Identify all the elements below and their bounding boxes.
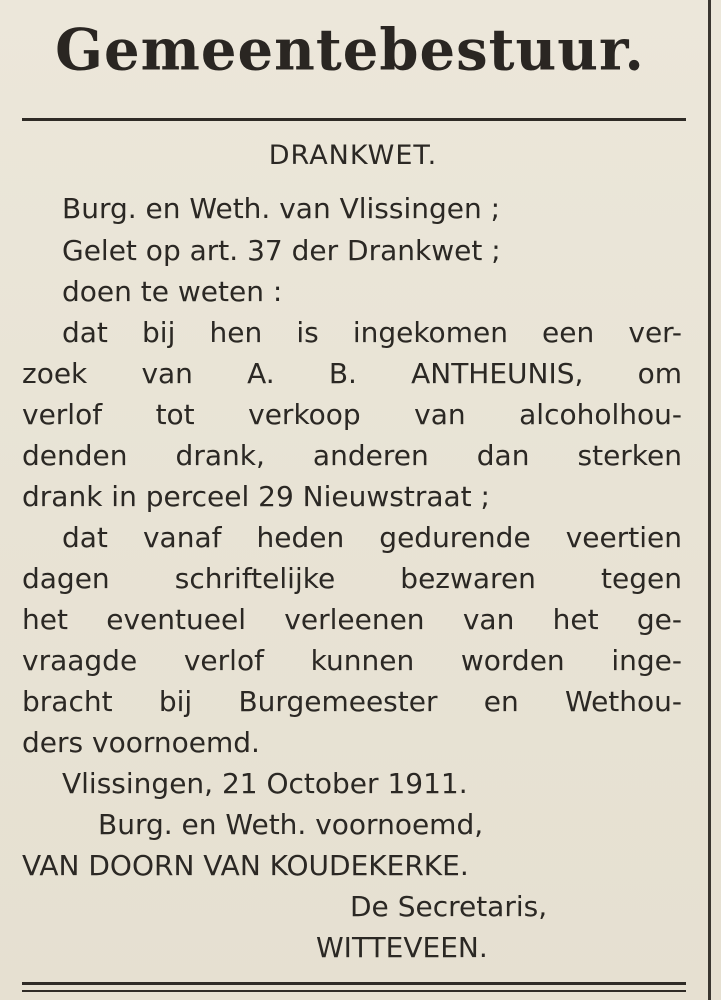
secretary-title: De Secretaris,	[350, 890, 548, 923]
secretary-name: WITTEVEEN.	[316, 931, 488, 964]
body-line: denden drank, anderen dan sterken	[22, 439, 682, 472]
body-line: Gelet op art. 37 der Drankwet ;	[62, 234, 501, 267]
body-line: doen te weten :	[62, 275, 283, 308]
top-rule	[22, 118, 686, 121]
signed-by: Burg. en Weth. voornoemd,	[98, 808, 484, 841]
headline: Gemeentebestuur.	[55, 16, 645, 84]
bottom-rule-thin	[22, 990, 686, 992]
body-line: Burg. en Weth. van Vlissingen ;	[62, 192, 501, 225]
body-line: het eventueel verleenen van het ge-	[22, 603, 682, 636]
body-line: dat vanaf heden gedurende veertien	[62, 521, 682, 554]
body-line: drank in perceel 29 Nieuwstraat ;	[22, 480, 490, 513]
column-border	[708, 0, 711, 1000]
body-line: bracht bij Burgemeester en Wethou-	[22, 685, 682, 718]
section-title: DRANKWET.	[268, 140, 438, 171]
body-line: vraagde verlof kunnen worden inge-	[22, 644, 682, 677]
mayor-name: VAN DOORN VAN KOUDEKERKE.	[22, 849, 469, 882]
bottom-rule	[22, 982, 686, 985]
dateline: Vlissingen, 21 October 1911.	[62, 767, 468, 800]
body-line: dat bij hen is ingekomen een ver-	[62, 316, 682, 349]
body-line: zoek van A. B. ANTHEUNIS, om	[22, 357, 682, 390]
body-line: dagen schriftelijke bezwaren tegen	[22, 562, 682, 595]
body-line: ders voornoemd.	[22, 726, 260, 759]
body-line: verlof tot verkoop van alcoholhou-	[22, 398, 682, 431]
